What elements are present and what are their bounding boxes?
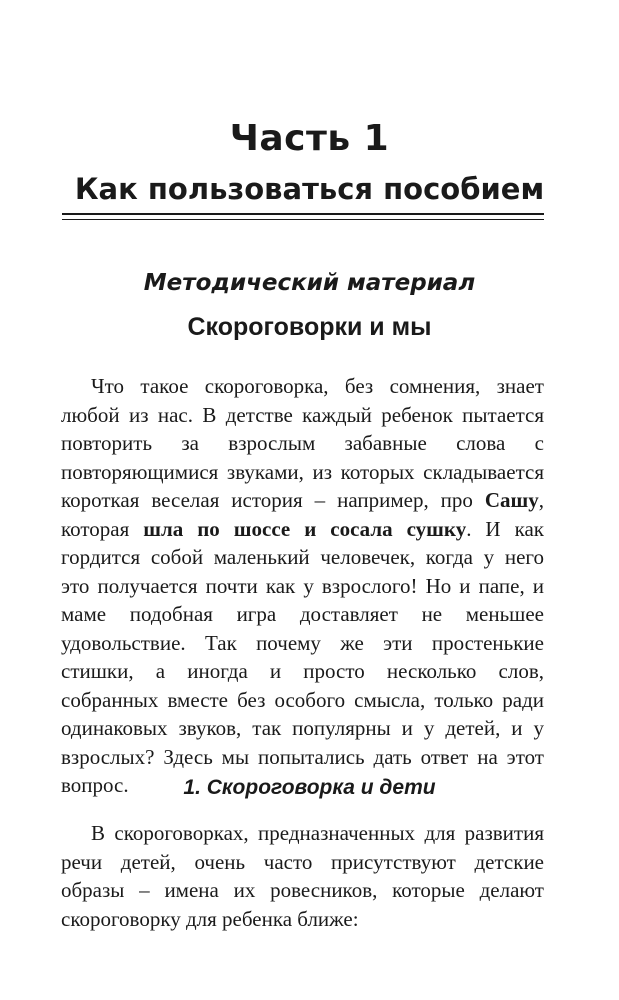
intro-text-part2: , которая [61, 488, 544, 541]
second-paragraph-text: В скороговорках, предназначенных для развития речи детей, очень часто присутствуют детские образы – имена их ровесников, которые делают скороговорку для ребенка ближе: [61, 821, 544, 931]
intro-paragraph-text [61, 372, 544, 800]
part-subtitle: Как пользоваться пособием [74, 172, 545, 206]
section-subtitle: Скороговорки и мы [187, 313, 432, 341]
intro-paragraph [61, 372, 544, 800]
heading-tongue-twisters-and-children: 1. Скороговорка и дети [183, 776, 436, 799]
intro-text-part1: Что такое скороговорка, без сомнения, знает любой из нас. В детстве каждый ребенок пытается повторить за взрослым забавные слова с повторяющимися звуками, из которых складывается короткая веселая история – например, про [61, 374, 544, 512]
section-title: Методический материал [143, 270, 476, 296]
intro-text-part3: . И как гордится собой маленький человечек, когда у него это получается почти как у взрослого! Но и папе, и маме подобная игра доставляет не меньшее удовольствие. Так почему же эти простенькие стишки, а иногда и просто несколько слов, собранных вместе без особого смысла, только ради одинаковых звуков, так популярны и у детей, и у взрослых? Здесь мы попытались дать ответ на этот вопрос. [61, 516, 544, 797]
title-rule-thin [62, 219, 544, 220]
intro-bold-phrase: шла по шоссе и сосала сушку [143, 516, 467, 541]
part-title: Часть 1 [229, 118, 390, 159]
intro-bold-sasha: Сашу [484, 488, 539, 512]
title-rule-thick [62, 213, 544, 215]
second-paragraph [61, 819, 544, 933]
